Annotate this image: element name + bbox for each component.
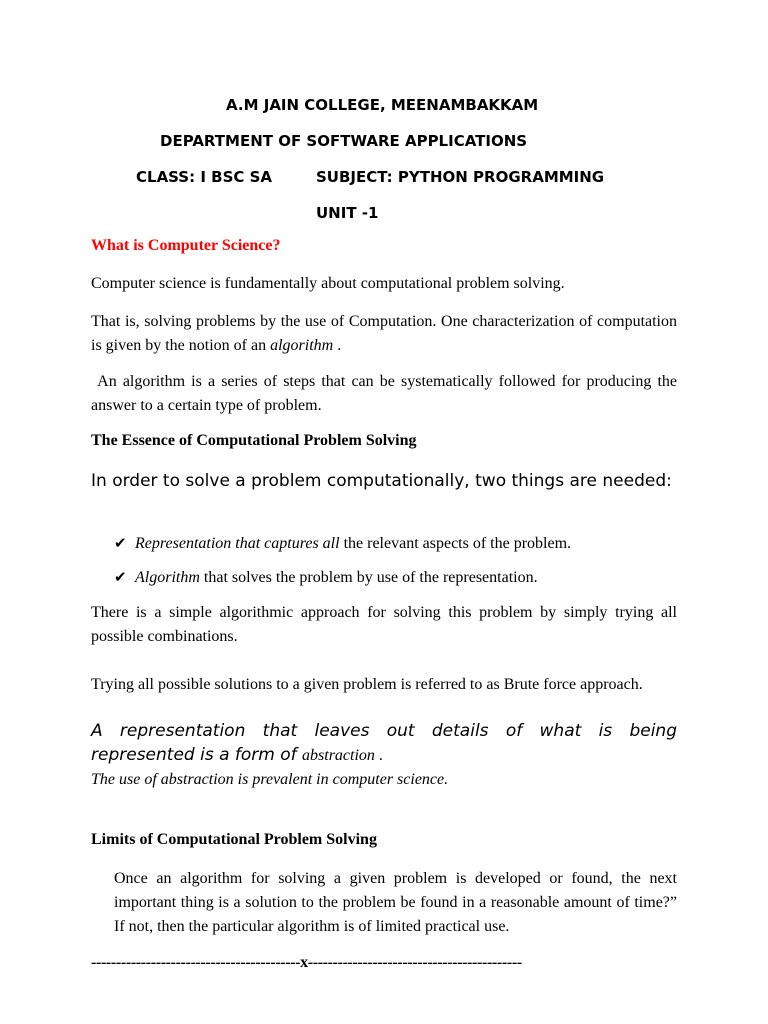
list-item-representation	[114, 534, 571, 553]
paragraph-cs-definition: Computer science is fundamentally about computational problem solving.	[91, 275, 565, 292]
paragraph-computation	[91, 310, 677, 358]
unit-label: UNIT -1	[316, 204, 379, 222]
check-mark-icon: ✔	[114, 568, 127, 586]
list-item-italic: Algorithm	[135, 569, 200, 586]
paragraph-algorithm-definition: An algorithm is a series of steps that can be systematically followed for producing the answer to a certain type of problem.	[91, 373, 682, 414]
class-label: CLASS: I BSC SA	[136, 168, 273, 186]
paragraph-two-things-needed: In order to solve a problem computationally, two things are needed:	[91, 471, 672, 491]
computation-text: That is, solving problems by the use of Computation. One characterization of computation is given by the notion of an	[91, 313, 677, 354]
paragraph-simple-approach: There is a simple algorithmic approach for solving this problem by simply trying all possible combinations.	[91, 604, 677, 645]
abstraction-line-2: represented is a form of	[91, 745, 303, 765]
paragraph-abstraction	[91, 719, 677, 768]
paragraph-limits: Once an algorithm for solving a given problem is developed or found, the next important thing is a solution to the problem be found in a reasonable amount of time?” If not, then the particular algorithm is of limited practical use.	[114, 870, 677, 935]
subject-label: SUBJECT: PYTHON PROGRAMMING	[316, 168, 605, 186]
list-item-italic: Representation that captures all	[135, 535, 340, 552]
section-heading-what-is-cs: What is Computer Science?	[91, 237, 281, 254]
list-item-algorithm	[114, 568, 538, 587]
abstraction-term: abstraction	[302, 747, 375, 764]
department-name: DEPARTMENT OF SOFTWARE APPLICATIONS	[160, 132, 528, 150]
section-heading-essence: The Essence of Computational Problem Solving	[91, 432, 417, 449]
list-item-text: that solves the problem by use of the representation.	[199, 569, 538, 586]
computation-end: .	[333, 337, 342, 354]
check-mark-icon: ✔	[114, 534, 127, 552]
abstraction-line-1: A representation that leaves out details of what is being	[91, 721, 677, 741]
section-heading-limits: Limits of Computational Problem Solving	[91, 831, 377, 848]
algorithm-term: algorithm	[270, 337, 334, 354]
end-separator: ------------------------------------------x-------------------------------------------	[91, 954, 522, 971]
list-item-text: the relevant aspects of the problem.	[339, 535, 572, 552]
paragraph-brute-force: Trying all possible solutions to a given problem is referred to as Brute force approach.	[91, 676, 643, 693]
abstraction-end: .	[374, 747, 383, 764]
college-name: A.M JAIN COLLEGE, MEENAMBAKKAM	[226, 96, 539, 114]
paragraph-abstraction-prevalent: The use of abstraction is prevalent in computer science.	[91, 771, 449, 788]
